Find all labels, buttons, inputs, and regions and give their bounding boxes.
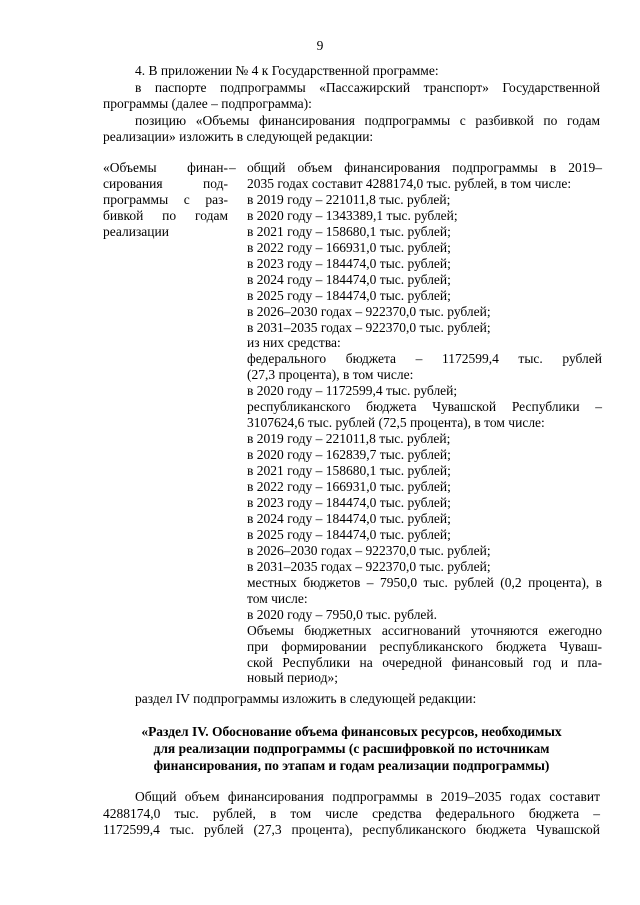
intro-line: программы (далее – подпрограмма): (103, 96, 312, 111)
body-line: 4288174,0 тыс. рублей, в том числе средства федерального бюджета – (103, 806, 600, 821)
table-value-line: ской Республики на очередной финансовый год и пла- (247, 654, 602, 670)
table-value-line: том числе: (247, 590, 308, 606)
table-value-line: в 2025 году – 184474,0 тыс. рублей; (247, 287, 451, 303)
body-line: Общий объем финансирования подпрограммы в 2019–2035 годах составит (135, 789, 600, 804)
table-value-line: в 2022 году – 166931,0 тыс. рублей; (247, 479, 451, 494)
section-heading-line: финансирования, по этапам и годам реализации подпрограммы) (153, 758, 550, 773)
table-value-line: новый период»; (247, 670, 338, 686)
table-value-line: в 2024 году – 184474,0 тыс. рублей; (247, 510, 451, 526)
table-value-line: в 2020 году – 1172599,4 тыс. рублей; (247, 383, 458, 399)
table-value-line: из них средства: (247, 335, 341, 351)
table-value-line: местных бюджетов – 7950,0 тыс. рублей (0,2 процента), в (247, 574, 602, 590)
table-value-line: общий объем финансирования подпрограммы в 2019– (247, 160, 602, 175)
table-value-line: в 2026–2030 годах – 922370,0 тыс. рублей; (247, 303, 491, 319)
table-value-line: 3107624,6 тыс. рублей (72,5 процента), в том числе: (247, 415, 545, 431)
intro-line: позицию «Объемы финансирования подпрограммы с разбивкой по годам (135, 113, 600, 128)
table-value-line: в 2023 году – 184474,0 тыс. рублей; (247, 255, 451, 271)
table-value-line: в 2025 году – 184474,0 тыс. рублей; (247, 526, 451, 542)
table-value-line: в 2022 году – 166931,0 тыс. рублей; (247, 239, 451, 255)
table-value-line: федерального бюджета – 1172599,4 тыс. рублей (247, 351, 602, 367)
table-value-line: в 2023 году – 184474,0 тыс. рублей; (247, 494, 451, 510)
table-value-line: при формировании республиканского бюджета Чуваш- (247, 638, 602, 654)
table-label-line: бивкой по годам (103, 208, 228, 223)
intro-line: в паспорте подпрограммы «Пассажирский транспорт» Государственной (135, 80, 600, 95)
table-value-line: в 2031–2035 годах – 922370,0 тыс. рублей; (247, 558, 491, 574)
table-label-line: программы с раз- (103, 192, 228, 207)
table-label-line: реализации (103, 224, 169, 239)
table-label-line: «Объемы финан- (103, 160, 228, 175)
intro-line: 4. В приложении № 4 к Государственной программе: (135, 63, 439, 78)
table-value-line: в 2020 году – 162839,7 тыс. рублей; (247, 447, 451, 463)
intro-line: реализации» изложить в следующей редакции: (103, 129, 374, 144)
table-value-line: (27,3 процента), в том числе: (247, 367, 414, 383)
section-heading-line: для реализации подпрограммы (с расшифровкой по источникам (153, 741, 550, 756)
section-intro: раздел IV подпрограммы изложить в следующей редакции: (135, 691, 477, 706)
table-value-line: в 2019 году – 221011,8 тыс. рублей; (247, 431, 451, 447)
table-label-line: сирования под- (103, 176, 228, 191)
table-value-line: республиканского бюджета Чувашской Республики – (247, 399, 602, 415)
table-value-line: в 2020 году – 1343389,1 тыс. рублей; (247, 207, 458, 223)
table-value-line: в 2019 году – 221011,8 тыс. рублей; (247, 191, 451, 207)
page-number: 9 (316, 38, 324, 53)
table-dash: – (229, 160, 236, 175)
table-value-line: в 2021 году – 158680,1 тыс. рублей; (247, 463, 451, 479)
table-value-line: Объемы бюджетных ассигнований уточняются ежегодно (247, 622, 602, 638)
body-line: 1172599,4 тыс. рублей (27,3 процента), республиканского бюджета Чувашской (103, 822, 600, 837)
table-value-line: в 2021 году – 158680,1 тыс. рублей; (247, 223, 451, 239)
table-value-line: 2035 годах составит 4288174,0 тыс. рублей, в том числе: (247, 175, 572, 191)
table-value-line: в 2031–2035 годах – 922370,0 тыс. рублей; (247, 319, 491, 335)
table-value-line: в 2024 году – 184474,0 тыс. рублей; (247, 271, 451, 287)
table-value-line: в 2020 году – 7950,0 тыс. рублей. (247, 606, 438, 622)
section-heading-line: «Раздел IV. Обоснование объема финансовых ресурсов, необходимых (141, 724, 562, 739)
table-value-line: в 2026–2030 годах – 922370,0 тыс. рублей; (247, 542, 491, 558)
